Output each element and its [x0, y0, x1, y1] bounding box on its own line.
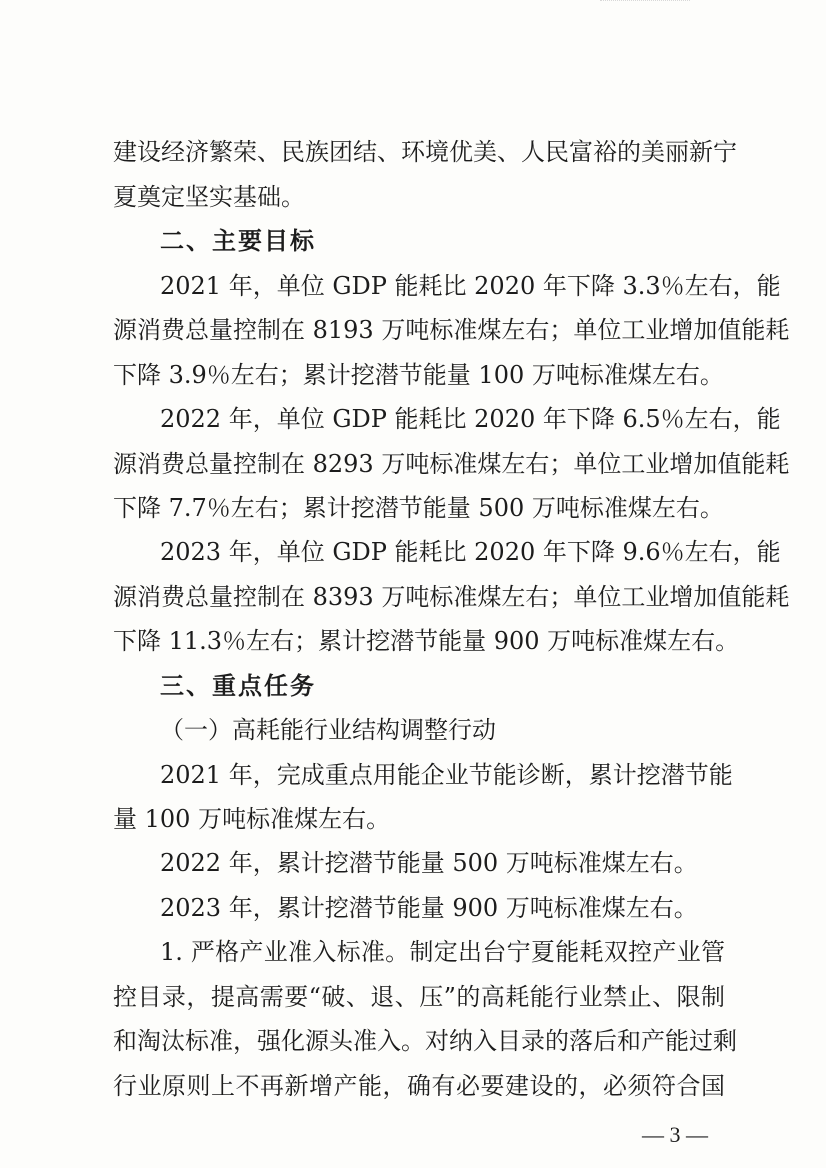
body-line: 源消费总量控制在 8193 万吨标准煤左右；单位工业增加值能耗 — [113, 316, 790, 344]
body-line: 2023 年，累计挖潜节能量 900 万吨标准煤左右。 — [160, 894, 698, 922]
body-line: 和淘汰标准，强化源头准入。对纳入目录的落后和产能过剩 — [113, 1027, 737, 1055]
body-line: 2022 年，累计挖潜节能量 500 万吨标准煤左右。 — [160, 849, 698, 877]
section-heading: 二、主要目标 — [160, 227, 316, 255]
body-line: 2022 年，单位 GDP 能耗比 2020 年下降 6.5％左右，能 — [160, 405, 781, 433]
body-line: 下降 7.7％左右；累计挖潜节能量 500 万吨标准煤左右。 — [113, 494, 724, 522]
body-line: 2023 年，单位 GDP 能耗比 2020 年下降 9.6％左右，能 — [160, 538, 781, 566]
body-line: 下降 11.3％左右；累计挖潜节能量 900 万吨标准煤左右。 — [113, 627, 740, 655]
body-line: 2021 年，完成重点用能企业节能诊断，累计挖潜节能 — [160, 761, 733, 789]
page-number: — 3 — — [642, 1122, 708, 1147]
subsection-heading: （一）高耗能行业结构调整行动 — [160, 716, 496, 744]
body-line: 夏奠定坚实基础。 — [113, 183, 305, 211]
body-line: 2021 年，单位 GDP 能耗比 2020 年下降 3.3％左右，能 — [160, 272, 781, 300]
body-line: 行业原则上不再新增产能，确有必要建设的，必须符合国 — [113, 1072, 725, 1100]
body-line: 下降 3.9％左右；累计挖潜节能量 100 万吨标准煤左右。 — [113, 361, 724, 389]
section-heading: 三、重点任务 — [160, 672, 316, 700]
body-line: 源消费总量控制在 8293 万吨标准煤左右；单位工业增加值能耗 — [113, 450, 790, 478]
body-line: 量 100 万吨标准煤左右。 — [113, 805, 391, 833]
scan-artifact — [600, 0, 690, 7]
body-line: 1. 严格产业准入标准。制定出台宁夏能耗双控产业管 — [160, 938, 725, 966]
body-line: 源消费总量控制在 8393 万吨标准煤左右；单位工业增加值能耗 — [113, 583, 790, 611]
body-line: 建设经济繁荣、民族团结、环境优美、人民富裕的美丽新宁 — [113, 138, 737, 166]
body-line: 控目录，提高需要“破、退、压”的高耗能行业禁止、限制 — [113, 983, 725, 1011]
